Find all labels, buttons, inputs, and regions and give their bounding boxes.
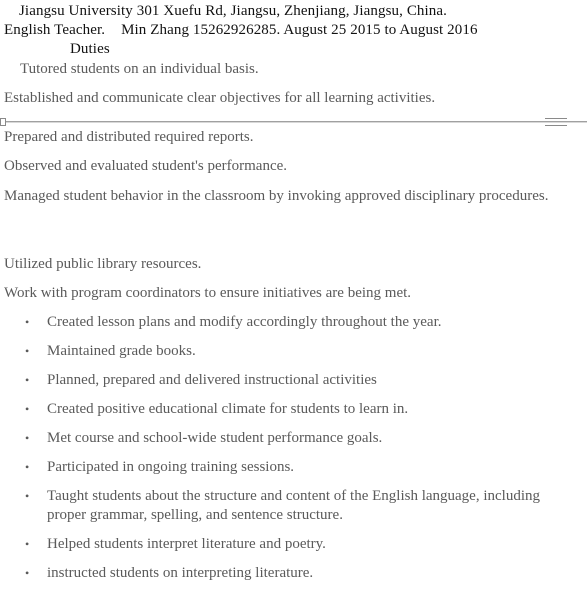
list-item xyxy=(0,313,587,332)
list-item-text: Created positive educational climate for students to learn in. xyxy=(47,401,409,417)
duties-heading: Duties xyxy=(70,41,110,57)
list-item xyxy=(0,458,587,477)
list-item-text: Maintained grade books. xyxy=(47,343,196,359)
paragraph-prepared: Prepared and distributed required reports. xyxy=(4,129,254,145)
page-break-divider xyxy=(0,121,587,122)
job-details: Min Zhang 15262926285. August 25 2015 to August 2016 xyxy=(121,22,478,38)
bullet-icon: • xyxy=(25,344,30,358)
bullet-icon: • xyxy=(25,566,30,580)
paragraph-established: Established and communicate clear objectives for all learning activities. xyxy=(4,90,436,106)
bullet-icon: • xyxy=(25,489,30,503)
right-resize-handle[interactable] xyxy=(545,117,567,127)
list-item xyxy=(0,400,587,419)
list-item xyxy=(0,371,587,390)
job-role: English Teacher. xyxy=(4,22,106,38)
list-item-text: Created lesson plans and modify accordingly throughout the year. xyxy=(47,314,442,330)
list-item xyxy=(0,564,587,583)
list-item-text: Participated in ongoing training sessions. xyxy=(47,459,295,475)
employer-address: Jiangsu University 301 Xuefu Rd, Jiangsu, Zhenjiang, Jiangsu, China. xyxy=(19,3,448,19)
paragraph-library: Utilized public library resources. xyxy=(4,256,202,272)
paragraph-tutored: Tutored students on an individual basis. xyxy=(20,61,259,77)
paragraph-managed: Managed student behavior in the classroom by invoking approved disciplinary procedures. xyxy=(4,188,549,204)
list-item xyxy=(0,487,587,525)
list-item xyxy=(0,535,587,554)
left-resize-handle[interactable] xyxy=(0,118,6,126)
paragraph-work: Work with program coordinators to ensure initiatives are being met. xyxy=(4,285,412,301)
bullet-icon: • xyxy=(25,315,30,329)
list-item-text: Taught students about the structure and content of the English language, including proper grammar, spelling, and sentence structure. xyxy=(47,488,541,523)
list-item-text: Helped students interpret literature and poetry. xyxy=(47,536,326,552)
duties-bullet-list xyxy=(0,313,587,593)
bullet-icon: • xyxy=(25,537,30,551)
bullet-icon: • xyxy=(25,460,30,474)
bullet-icon: • xyxy=(25,402,30,416)
paragraph-observed: Observed and evaluated student's performance. xyxy=(4,158,288,174)
list-item xyxy=(0,342,587,361)
list-item xyxy=(0,429,587,448)
bullet-icon: • xyxy=(25,431,30,445)
job-line xyxy=(4,22,478,39)
bullet-icon: • xyxy=(25,373,30,387)
list-item-text: Met course and school-wide student performance goals. xyxy=(47,430,383,446)
list-item-text: Planned, prepared and delivered instructional activities xyxy=(47,372,377,388)
list-item-text: instructed students on interpreting literature. xyxy=(47,565,314,581)
